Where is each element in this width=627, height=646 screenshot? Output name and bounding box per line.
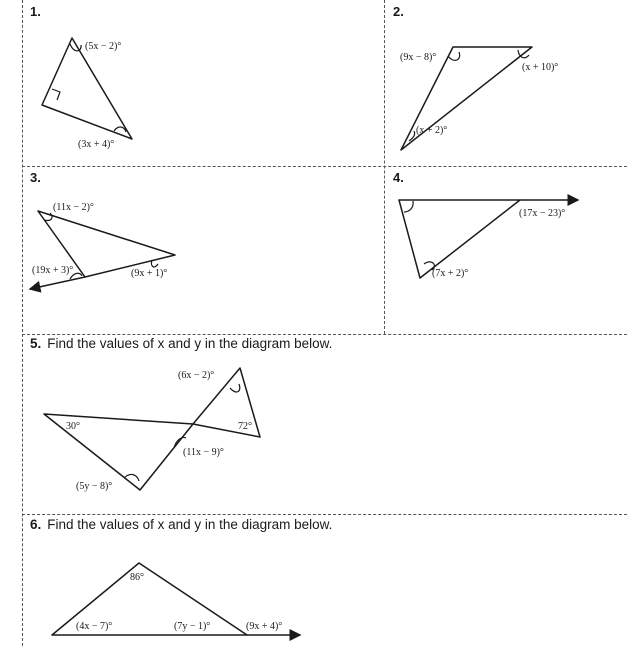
p5-angle-mid: (11x − 9)° [183, 447, 224, 458]
p3-angle-top: (11x − 2)° [53, 202, 94, 213]
p6-angle-right: (7y − 1)° [174, 621, 211, 632]
problem-5-number: 5. [30, 336, 42, 351]
problem-1-arc-bottom [114, 127, 126, 132]
problem-4-triangle [399, 200, 520, 278]
problem-1-right-angle-mark [52, 89, 60, 100]
p4-angle-ext: (17x − 23)° [519, 208, 566, 219]
p6-angle-top: 86° [130, 572, 144, 583]
problem-3-extension-ray [30, 277, 85, 289]
problem-3-number: 3. [30, 170, 41, 185]
problem-5-arc-top [230, 384, 240, 392]
p6-angle-ext: (9x + 4)° [246, 621, 283, 632]
p1-angle-top: (5x − 2)° [85, 41, 122, 52]
p2-angle-top-right: (x + 10)° [522, 62, 559, 73]
p5-angle-left: 30° [66, 421, 80, 432]
p4-angle-bottom: (7x + 2)° [432, 268, 469, 279]
problem-6-number: 6. [30, 517, 42, 532]
problem-1-triangle [42, 38, 132, 139]
p5-angle-bottom: (5y − 8)° [76, 481, 113, 492]
problem-2-number: 2. [393, 4, 404, 19]
p5-angle-top: (6x − 2)° [178, 370, 215, 381]
p2-angle-bottom: (x + 2)° [416, 125, 448, 136]
p2-angle-top-left: (9x − 8)° [400, 52, 437, 63]
p1-angle-bottom: (3x + 4)° [78, 139, 115, 150]
problem-5-text: Find the values of x and y in the diagram below. [47, 336, 333, 351]
problem-6-text: Find the values of x and y in the diagram below. [47, 517, 333, 532]
problem-4-number: 4. [393, 170, 404, 185]
p3-angle-right: (9x + 1)° [131, 268, 168, 279]
p6-angle-left: (4x − 7)° [76, 621, 113, 632]
p5-angle-right: 72° [238, 421, 252, 432]
problem-4-arc-top-left [404, 201, 413, 212]
p3-angle-ext: (19x + 3)° [32, 265, 74, 276]
problem-1-number: 1. [30, 4, 41, 19]
